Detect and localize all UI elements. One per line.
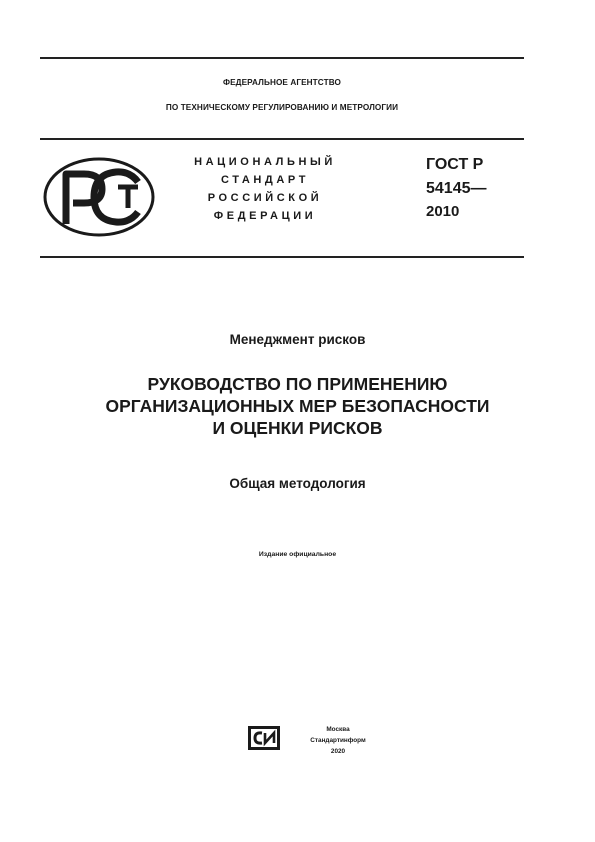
- designation-year: 2010: [426, 203, 460, 220]
- document-title: [0, 373, 595, 439]
- header-bottom-rule: [40, 256, 524, 258]
- publisher-year: 2020: [330, 748, 346, 755]
- agency-line-2: ПО ТЕХНИЧЕСКОМУ РЕГУЛИРОВАНИЮ И МЕТРОЛОГИИ: [165, 103, 399, 112]
- standard-type-line-2: СТАНДАРТ: [220, 174, 310, 186]
- publisher-mark-logo: [247, 725, 281, 751]
- standard-type-line-3: РОССИЙСКОЙ: [207, 192, 323, 204]
- designation-number: 54145—: [426, 180, 487, 197]
- publisher-city: Москва: [326, 726, 350, 733]
- designation-prefix: ГОСТ Р: [426, 156, 484, 173]
- certification-mark-logo: [42, 156, 157, 238]
- title-line-1: РУКОВОДСТВО ПО ПРИМЕНЕНИЮ: [147, 374, 448, 394]
- top-rule: [40, 57, 524, 59]
- title-line-2: ОРГАНИЗАЦИОННЫХ МЕР БЕЗОПАСНОСТИ: [105, 396, 490, 416]
- publisher-name: Стандартинформ: [310, 737, 366, 744]
- standard-type-line-1: НАЦИОНАЛЬНЫЙ: [194, 156, 336, 168]
- title-line-3: И ОЦЕНКИ РИСКОВ: [212, 418, 383, 438]
- subtitle: Общая методология: [229, 476, 366, 491]
- agency-rule: [40, 138, 524, 140]
- category-heading: Менеджмент рисков: [229, 332, 366, 347]
- edition-note: Издание официальное: [258, 551, 337, 558]
- agency-line-1: ФЕДЕРАЛЬНОЕ АГЕНТСТВО: [223, 78, 341, 87]
- standard-type-line-4: ФЕДЕРАЦИИ: [213, 210, 317, 222]
